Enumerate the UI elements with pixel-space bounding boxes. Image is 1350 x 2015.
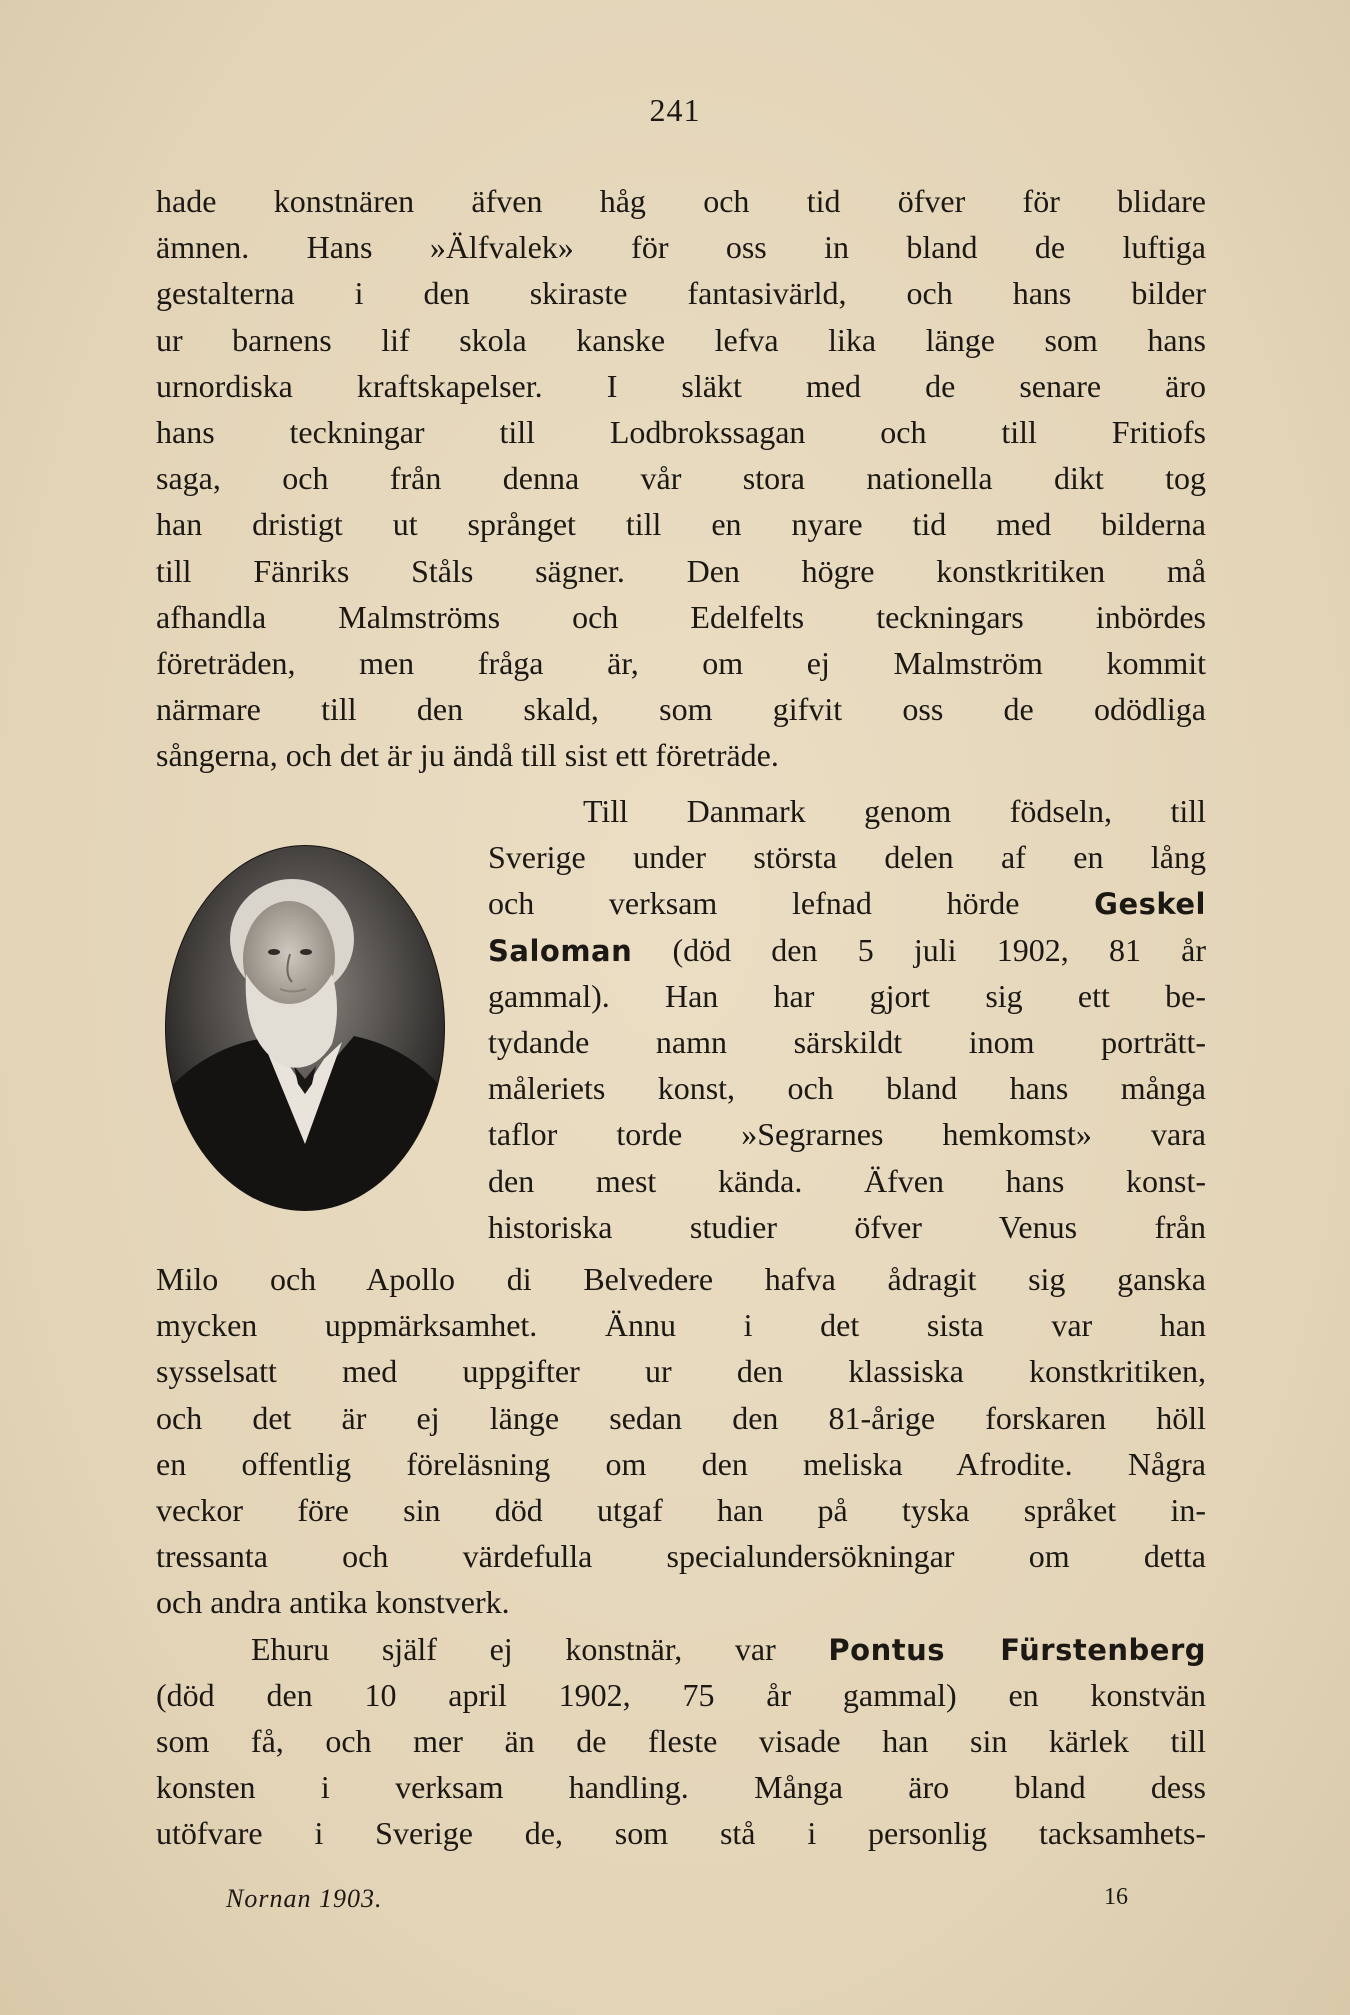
- footer-signature-number: 16: [1104, 1884, 1128, 1910]
- text-line: företräden, men fråga är, om ej Malmström kommit: [156, 644, 1206, 681]
- bottom-paragraph: [156, 1256, 1206, 1856]
- text-line: ur barnens lif skola kanske lefva lika länge som hans: [156, 321, 1206, 358]
- text-line: veckor före sin död utgaf han på tyska språket in-: [156, 1491, 1206, 1528]
- text-line: sångerna, och det är ju ändå till sist ett företräde.: [156, 737, 779, 774]
- person-name-saloman: Geskel: [1094, 887, 1206, 922]
- text-line: den mest kända. Äfven hans konst-: [488, 1162, 1206, 1199]
- text-line: [488, 927, 1206, 973]
- text-line: närmare till den skald, som gifvit oss de odödliga: [156, 691, 1206, 728]
- text-line: Till Danmark genom födseln, till: [583, 793, 1206, 829]
- text-line: [156, 1626, 1206, 1672]
- text-line: historiska studier öfver Venus från: [488, 1208, 1206, 1245]
- text-line: saga, och från denna vår stora nationella dikt tog: [156, 460, 1206, 497]
- text-line: (död den 10 april 1902, 75 år gammal) en konstvän: [156, 1676, 1206, 1713]
- text-line: sysselsatt med uppgifter ur den klassiska konstkritiken,: [156, 1353, 1206, 1390]
- text-line: gammal). Han har gjort sig ett be-: [488, 977, 1206, 1014]
- wrapped-paragraph: [488, 788, 1206, 1250]
- text-line: mycken uppmärksamhet. Ännu i det sista var han: [156, 1307, 1206, 1344]
- text-line: ämnen. Hans »Älfvalek» för oss in bland de luftiga: [156, 229, 1206, 266]
- text-line: tressanta och värdefulla specialundersökningar om detta: [156, 1538, 1206, 1575]
- text-line: till Fänriks Ståls sägner. Den högre konstkritiken må: [156, 552, 1206, 589]
- text-line: hans teckningar till Lodbrokssagan och till Fritiofs: [156, 413, 1206, 450]
- text-line: urnordiska kraftskapelser. I släkt med de senare äro: [156, 367, 1206, 404]
- text-line: [488, 880, 1206, 926]
- text-line: han dristigt ut språnget till en nyare tid med bilderna: [156, 506, 1206, 543]
- text-line: tydande namn särskildt inom porträtt-: [488, 1023, 1206, 1060]
- text-segment: (död den 5 juli 1902, 81 år: [632, 931, 1206, 968]
- text-line: och andra antika konstverk.: [156, 1584, 510, 1621]
- text-line: gestalterna i den skiraste fantasivärld, och hans bilder: [156, 275, 1206, 312]
- text-line: en offentlig föreläsning om den meliska Afrodite. Några: [156, 1445, 1206, 1482]
- text-line: utöfvare i Sverige de, som stå i personlig tacksamhets-: [156, 1815, 1206, 1852]
- text-segment: Ehuru själf ej konstnär, var: [251, 1630, 829, 1667]
- person-name-saloman: Saloman: [488, 933, 633, 968]
- text-line: hade konstnären äfven håg och tid öfver för blidare: [156, 183, 1206, 219]
- text-line: och det är ej länge sedan den 81-årige forskaren höll: [156, 1399, 1206, 1436]
- text-line: Sverige under största delen af en lång: [488, 839, 1206, 876]
- person-name-furstenberg: Pontus Fürstenberg: [828, 1632, 1206, 1667]
- footer-publication: Nornan 1903.: [226, 1884, 383, 1913]
- text-line: afhandla Malmströms och Edelfelts teckningars inbördes: [156, 598, 1206, 635]
- text-line: som få, och mer än de fleste visade han sin kärlek till: [156, 1722, 1206, 1759]
- text-line: måleriets konst, och bland hans många: [488, 1070, 1206, 1107]
- text-line: konsten i verksam handling. Många äro bland dess: [156, 1769, 1206, 1806]
- portrait-image: [164, 844, 446, 1212]
- page-number: 241: [649, 92, 701, 128]
- text-segment: och verksam lefnad hörde: [488, 885, 1095, 922]
- text-line: taflor torde »Segrarnes hemkomst» vara: [488, 1116, 1206, 1153]
- top-paragraph: [156, 178, 1206, 778]
- text-line: Milo och Apollo di Belvedere hafva ådragit sig ganska: [156, 1261, 1206, 1297]
